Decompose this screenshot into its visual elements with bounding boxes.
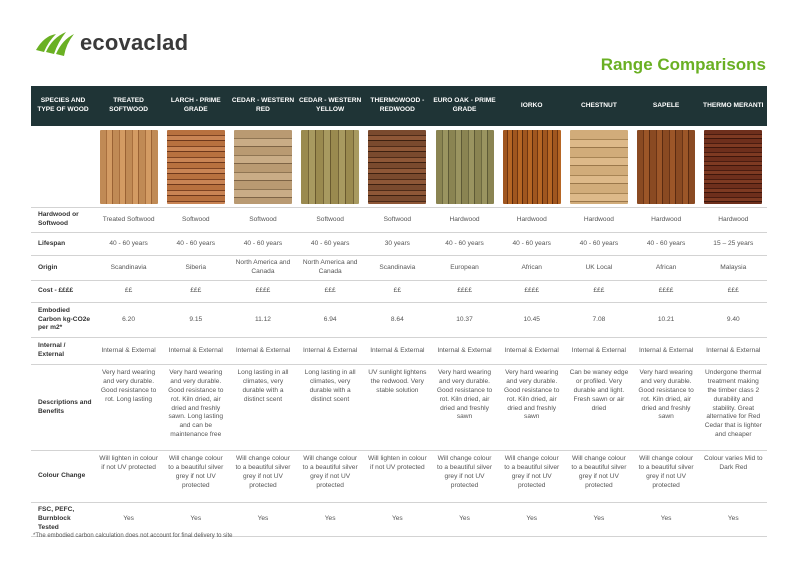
table-cell: Can be waney edge or profiled. Very durable and light. Fresh sawn or air dried xyxy=(569,369,629,412)
row-label: Descriptions and Benefits xyxy=(38,398,92,415)
row-label: Origin xyxy=(38,263,58,271)
table-cell: African xyxy=(521,263,542,271)
table-cell: £££ xyxy=(727,287,739,295)
table-row-carbon xyxy=(31,303,767,338)
table-cell: Very hard wearing and very durable. Good resistance to rot. Kiln dried, air dried and freshly sawn xyxy=(436,369,493,421)
table-cell: Very hard wearing and very durable. Good resistance to rot. Kiln dried, air dried and freshly sawn xyxy=(504,369,560,421)
table-cell: Will change colour to a beautiful silver grey if not UV protected xyxy=(437,455,493,489)
table-cell: European xyxy=(450,263,479,271)
header-species: CEDAR - WESTERN YELLOW xyxy=(299,97,362,113)
header-species: LARCH - PRIME GRADE xyxy=(170,97,221,113)
table-cell: Internal & External xyxy=(370,346,425,354)
table-row-description xyxy=(31,365,767,451)
header-species: CEDAR - WESTERN RED xyxy=(231,97,295,113)
header-species: THERMOWOOD - REDWOOD xyxy=(370,97,425,113)
table-cell: Internal & External xyxy=(235,346,291,354)
table-cell: 6.20 xyxy=(122,315,136,323)
table-cell: Yes xyxy=(526,515,538,523)
header-species-label: SPECIES AND TYPE OF WOOD xyxy=(37,97,89,113)
table-cell: Long lasting in all climates, very durable with a distinct scent xyxy=(304,369,356,403)
table-cell: Yes xyxy=(727,515,739,523)
table-row-use xyxy=(31,338,767,365)
table-cell: UV sunlight lightens the redwood. Very stable solution xyxy=(368,369,427,394)
table-cell: Hardwood xyxy=(516,215,547,223)
wood-sample-image xyxy=(503,130,561,204)
table-cell: Softwood xyxy=(182,215,210,223)
table-cell: 40 - 60 years xyxy=(109,239,148,247)
table-cell: Siberia xyxy=(185,263,207,271)
table-cell: Softwood xyxy=(383,215,412,223)
table-cell: Internal & External xyxy=(437,346,492,354)
table-cell: 40 - 60 years xyxy=(445,239,484,247)
leaf-icon xyxy=(34,28,74,58)
footnote: *The embodied carbon calculation does not account for final delivery to site xyxy=(33,533,233,539)
table-row-type xyxy=(31,208,767,233)
table-cell: 40 - 60 years xyxy=(310,239,350,247)
table-cell: Will lighten in colour if not UV protected xyxy=(368,455,427,471)
brand-logo xyxy=(34,28,188,58)
row-label: Colour Change xyxy=(38,472,86,480)
table-cell: Will change colour to a beautiful silver grey if not UV protected xyxy=(571,455,627,489)
table-cell: Yes xyxy=(123,515,134,523)
table-cell: Softwood xyxy=(316,215,344,223)
wood-sample-image xyxy=(167,130,225,204)
table-cell: Very hard wearing and very durable. Good resistance to rot. Kiln dried, air dried and freshly sawn. Long lasting and can be maintenance free xyxy=(168,369,224,439)
table-cell: Yes xyxy=(593,515,605,523)
table-cell: Will change colour to a beautiful silver grey if not UV protected xyxy=(302,455,358,489)
table-cell: Yes xyxy=(459,515,470,523)
table-cell: 30 years xyxy=(384,239,410,247)
table-cell: ££ xyxy=(124,287,133,295)
table-cell: 40 - 60 years xyxy=(512,239,551,247)
table-cell: Long lasting in all climates, very durable with a distinct scent xyxy=(237,369,289,403)
wood-sample-image xyxy=(704,130,762,204)
table-cell: African xyxy=(655,263,677,271)
table-cell: Yes xyxy=(660,515,672,523)
table-cell: Treated Softwood xyxy=(102,215,155,223)
table-cell: 40 - 60 years xyxy=(176,239,216,247)
table-cell: Softwood xyxy=(249,215,277,223)
table-cell: Internal & External xyxy=(168,346,223,354)
header-species: IORKO xyxy=(520,101,543,109)
table-cell: Internal & External xyxy=(303,346,358,354)
table-cell: ££ xyxy=(393,287,402,295)
table-cell: 10.21 xyxy=(657,315,675,323)
header-species: EURO OAK - PRIME GRADE xyxy=(433,97,496,113)
table-cell: Will change colour to a beautiful silver grey if not UV protected xyxy=(168,455,224,489)
wood-sample-image xyxy=(301,130,359,204)
row-label: Hardwood or Softwood xyxy=(38,211,79,227)
table-cell: Will change colour to a beautiful silver grey if not UV protected xyxy=(638,455,694,489)
table-cell: Scandinavia xyxy=(110,263,147,271)
table-cell: ££££ xyxy=(457,287,472,295)
row-label: Lifespan xyxy=(38,239,66,247)
wood-sample-image xyxy=(368,130,426,204)
table-row-lifespan xyxy=(31,233,767,256)
row-label: Embodied Carbon kg-CO2e per m2* xyxy=(38,306,91,332)
wood-sample-image xyxy=(100,130,158,204)
page-title: Range Comparisons xyxy=(600,55,766,74)
table-cell: 9.40 xyxy=(726,315,740,323)
table-row-fsc xyxy=(31,503,767,537)
table-cell: Hardwood xyxy=(651,215,682,223)
table-cell: Will change colour to a beautiful silver grey if not UV protected xyxy=(504,455,560,489)
table-cell: Internal & External xyxy=(571,346,627,354)
table-cell: Hardwood xyxy=(583,215,614,223)
row-label: Internal / External xyxy=(38,342,66,358)
table-cell: Yes xyxy=(257,515,269,523)
brand-name: ecovaclad xyxy=(80,30,189,55)
table-cell: Internal & External xyxy=(638,346,694,354)
table-cell: North America and Canada xyxy=(302,259,358,275)
table-cell: 10.37 xyxy=(456,315,473,323)
table-cell: Undergone thermal treatment making the timber class 2 durability and stability. Great alternative for Red Cedar that is lighter and cheaper xyxy=(704,369,762,439)
table-cell: £££ xyxy=(190,287,202,295)
table-cell: Will lighten in colour if not UV protected xyxy=(99,455,158,471)
table-cell: Hardwood xyxy=(718,215,749,223)
table-cell: Malaysia xyxy=(720,263,747,271)
wood-sample-image xyxy=(234,130,292,204)
row-label: FSC, PEFC, Burnblock Tested xyxy=(38,506,75,531)
table-cell: 9.15 xyxy=(189,315,203,323)
wood-sample-image xyxy=(570,130,628,204)
wood-sample-image xyxy=(637,130,695,204)
table-cell: UK Local xyxy=(585,263,613,271)
table-cell: 40 - 60 years xyxy=(579,239,619,247)
table-cell: Hardwood xyxy=(449,215,480,223)
table-cell: 6.94 xyxy=(323,315,337,323)
table-cell: Yes xyxy=(391,515,403,523)
row-label: Cost - ££££ xyxy=(38,287,74,295)
table-cell: Internal & External xyxy=(706,346,761,354)
wood-sample-image xyxy=(436,130,494,204)
wood-sample-row xyxy=(31,126,767,208)
table-cell: 11.12 xyxy=(254,315,271,323)
table-row-origin xyxy=(31,256,767,281)
table-cell: Colour varies Mid to Dark Red xyxy=(703,455,763,471)
table-cell: 7.08 xyxy=(592,315,606,323)
table-cell: £££ xyxy=(324,287,336,295)
table-cell: Yes xyxy=(324,515,336,523)
table-cell: Internal & External xyxy=(504,346,559,354)
table-cell: ££££ xyxy=(524,287,540,295)
table-cell: Internal & External xyxy=(101,346,156,354)
table-cell: Very hard wearing and very durable. Good resistance to rot. Kiln dried, air dried and freshly sawn xyxy=(638,369,694,421)
table-cell: North America and Canada xyxy=(235,259,291,275)
table-cell: 8.64 xyxy=(390,315,404,323)
table-cell: Yes xyxy=(190,515,202,523)
table-cell: Will change colour to a beautiful silver grey if not UV protected xyxy=(235,455,291,489)
header-species: CHESTNUT xyxy=(580,101,617,109)
table-cell: £££ xyxy=(593,287,605,295)
table-cell: 40 - 60 years xyxy=(243,239,283,247)
table-cell: 10.45 xyxy=(523,315,540,323)
table-row-colour xyxy=(31,451,767,503)
table-cell: Scandinavia xyxy=(379,263,416,271)
header-species: SAPELE xyxy=(652,101,680,109)
table-cell: ££££ xyxy=(255,287,271,295)
table-row-cost xyxy=(31,281,767,303)
table-cell: 40 - 60 years xyxy=(646,239,686,247)
table-cell: ££££ xyxy=(658,287,674,295)
table-cell: Very hard wearing and very durable. Good resistance to rot. Long lasting xyxy=(100,369,157,403)
table-cell: 15 – 25 years xyxy=(713,239,754,247)
table-header xyxy=(31,86,767,126)
comparison-table xyxy=(31,86,767,537)
header-species: THERMO MERANTI xyxy=(703,101,764,109)
header-species: TREATED SOFTWOOD xyxy=(109,97,148,113)
